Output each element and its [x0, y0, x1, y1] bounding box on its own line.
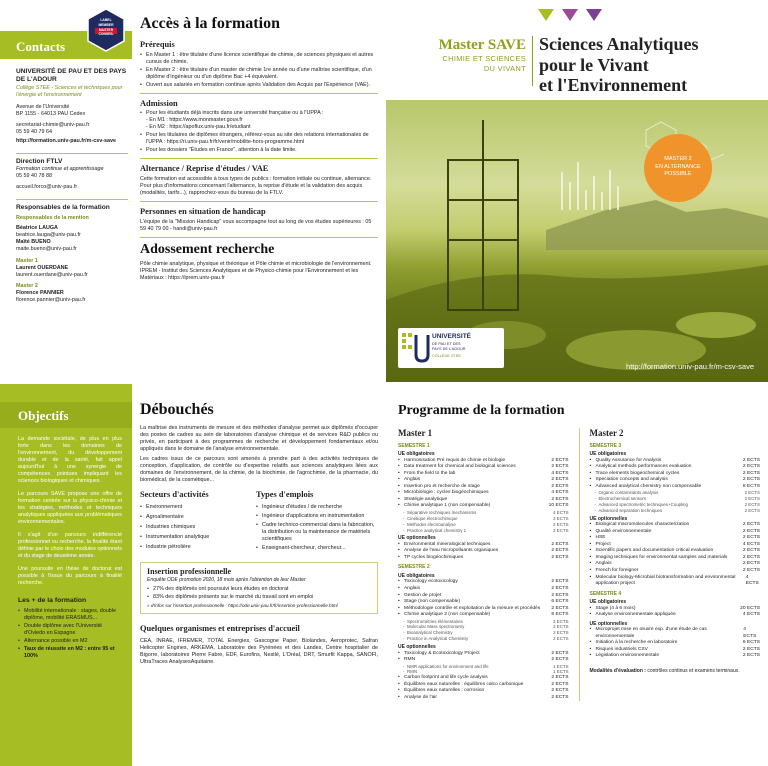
course-ects: 2 ECTS [551, 579, 569, 585]
organismes-title: Quelques organismes et entreprises d'accueil [140, 623, 300, 633]
plus-item: • Mobilité internationale : stages, double diplôme, mobilité ERASMUS... [18, 608, 122, 622]
course-name: • Quality Assurance for Analysis [589, 458, 661, 465]
person-name: Laurent OUERDANE [16, 264, 69, 271]
course-ects: 2 ECTS [742, 554, 760, 560]
cover-url[interactable]: http://formation.univ-pau.fr/m-csv-save [626, 362, 754, 371]
badge-text: LABEL MEMBER MASTER CONSEIL [98, 18, 114, 37]
plus-title: Les + de la formation [18, 597, 87, 605]
course-ects: 2 ECTS [742, 522, 760, 528]
course-row [589, 627, 760, 640]
contacts-phone: 05 59 40 79 64 [16, 128, 52, 135]
course-name: - Cinétique électrochimique [398, 516, 458, 522]
master2-label: Master 2 [16, 282, 38, 289]
course-name: • Trace elements biogeochemical cycles [589, 471, 679, 478]
plus-item: • Taux de réussite en M2 : entre 95 et 100% [18, 646, 122, 660]
person-email[interactable]: laurent.ouerdane@univ-pau.fr [16, 271, 88, 278]
secteur-item: • Environnement [140, 504, 250, 511]
alternance-badge [644, 134, 712, 202]
ftlv-phone: 05 59 40 78 88 [16, 173, 52, 180]
course-ects: 8 ECTS [551, 612, 569, 618]
course-name: • Scientific papers and documentation critical evaluation [589, 548, 713, 555]
triangle-icons [536, 8, 610, 25]
organismes-text: CEA, INRAE, IFREMER, TOTAL Energies, Gascogne Paper, Biolandes, Aeroprotec, Safran Helicopter Engines, ARKEMA, Laboratoire des Pyrénées et des Landes, Centre hospitalier de Bigorre, laboratoires Pierre Fabre, EDF, Eurofins, Nestlé, L'Oréal, DRT, Smurfit Kappa, SANOFI, UltraTraces AnalysesAquitaine. [140, 637, 378, 665]
debouches-title: Débouchés [140, 401, 214, 418]
objectifs-p2: Le parcours SAVE propose une offre de formation centrée sur la physico-chimie et les stratégies, méthodes et techniques analytiques appliquées aux problématiques environnementales. [18, 491, 122, 526]
acces-panel [140, 14, 378, 380]
course-name: - Advanced spectrometric techniques+Coupling [589, 502, 687, 508]
prerequis-item: • En Master 2 : être titulaire d'un master de chimie 1re année ou d'une maîtrise scientifique, d'un diplôme d'ingénieur ou d'un diplôme Bac +4 équivalent. [140, 67, 378, 81]
course-ects: 2 ECTS [553, 521, 569, 527]
prerequis-title: Prérequis [140, 39, 175, 49]
objectifs-p1: La demande sociétale, de plus en plus forte dans les domaines de l'environnement, du développement durable et de la santé, fait appel aujourd'hui à une synergie de compétences pointues impliquant les sciences biologiques et chimiques. [18, 436, 122, 485]
course-name: • Analytical methods performances evaluation [589, 464, 691, 471]
acces-title: Accès à la formation [140, 15, 280, 32]
responsables-mention: Responsables de la mention [16, 215, 89, 222]
course-name: • French for foreigner [589, 568, 638, 575]
course-ects: 2 ECTS [551, 605, 569, 611]
course-name: • RMN [398, 657, 415, 664]
contacts-university: UNIVERSITÉ DE PAU ET DES PAYS DE L'ADOUR [16, 68, 127, 84]
contacts-title: Contacts [16, 39, 66, 54]
cover-panel [386, 0, 768, 382]
course-ects: 2 ECTS [551, 548, 569, 554]
course-ects: 2 ECTS [742, 535, 760, 541]
plus-item: • Alternance possible en M2 [18, 638, 122, 645]
evaluation-detail: contrôles continus et examens terminaux. [647, 667, 740, 674]
course-ects: 2 ECTS [742, 653, 760, 659]
label-badge [86, 8, 126, 52]
university-logo [398, 328, 504, 368]
course-ects: 2 ECTS [553, 630, 569, 636]
course-row [398, 695, 569, 702]
admission-title: Admission [140, 98, 178, 108]
course-row [589, 612, 760, 619]
course-ects: 8 ECTS [742, 483, 760, 489]
course-name: - Spectrométries élémentaires [398, 619, 463, 625]
alternance-title: Alternance / Reprise d'études / VAE [140, 163, 269, 173]
person-email[interactable]: beatrice.lauga@univ-pau.fr [16, 232, 81, 239]
course-name: • Environmental mineralogical techniques [398, 542, 490, 549]
insertion-item: • 27% des diplômés ont poursuivi leurs études en doctorat [147, 586, 371, 593]
adossement-title: Adossement recherche [140, 241, 275, 257]
course-ects: 2 ECTS [551, 650, 569, 656]
person-email[interactable]: florence.pannier@univ-pau.fr [16, 296, 86, 303]
course-ects: 2 ECTS [551, 675, 569, 681]
logo-text-2: DE PAU ET DES [432, 342, 461, 346]
course-name: • HSE [589, 535, 605, 542]
course-name: - Advanced separation techniques [589, 508, 662, 514]
course-name: • Anglais [398, 477, 420, 484]
course-name: • Anglais [589, 561, 611, 568]
course-name: • Méthodologie contrôle et exploitation de la mesure et procédés [398, 606, 540, 613]
semestre4-label: SEMESTRE 4 [589, 590, 622, 597]
person-email[interactable]: maite.bueno@univ-pau.fr [16, 246, 77, 253]
course-name: • Équilibres eaux naturelles : équilibres calco carbonique [398, 682, 523, 689]
debouches-p2: Les cadres issus de ce parcours sont amenés à prendre part à des activités techniques de conception, d'application, de contrôle ou d'expertise relatifs aux sciences analytiques liées aux domaines de l'environnement, de la chimie, de la biochimie, de l'agrochimie, de la pharmacie, du biomédical, de la cosmétique... [140, 455, 378, 483]
course-name: • Microbiologie : cycles biogéochimiques [398, 490, 489, 497]
cover-subtitle-1: CHIMIE ET SCIENCES [442, 54, 526, 63]
course-name: - Séparative techniques mechanisms [398, 510, 476, 516]
course-name: • Carbon footprint and life cycle analysis [398, 675, 488, 682]
course-ects: 2 ECTS [553, 624, 569, 630]
ue-obligatoires-label: UE obligatoires [398, 572, 435, 579]
course-ects: 4 ECTS [553, 510, 569, 515]
course-ects: 2 ECTS [551, 464, 569, 470]
ue-optionnelles-label: UE optionnelles [398, 535, 436, 542]
evaluation-text [589, 668, 760, 675]
semestre1-label: SEMESTRE 1 [398, 442, 430, 449]
course-name: - Organic contaminants analysis [589, 490, 658, 496]
objectifs-panel [0, 384, 132, 766]
course-ects: 4 ECTS [743, 627, 757, 639]
course-ects: 2 ECTS [742, 477, 760, 483]
course-ects: 2 ECTS [551, 541, 569, 547]
emploi-item: • Ingénieur d'études / de recherche [256, 504, 378, 511]
course-subitem [398, 636, 569, 642]
admission-link-m2[interactable]: - En M2 : https://apoflux.univ-pau.fr/etudiant [146, 123, 251, 130]
master1-title: Master 1 [398, 428, 433, 439]
course-name: • Insertion pro et recherche de stage [398, 484, 480, 491]
ue-optionnelles-label: UE optionnelles [589, 620, 628, 627]
course-name: - Bioanalytical Chemistry [398, 630, 453, 636]
course-ects: 4 ECTS [551, 470, 569, 476]
logo-text-1: UNIVERSITÉ [432, 333, 472, 340]
course-name: • Chimie analytique 1 (non compensable) [398, 503, 490, 510]
course-name: • Qualité environnementale [589, 529, 651, 536]
contacts-address-1: Avenue de l'Université [16, 103, 70, 110]
course-row [589, 575, 760, 588]
logo-text-4: COLLÈGE STEE [432, 354, 461, 358]
master2-column [589, 428, 760, 701]
insertion-title: Insertion professionnelle [147, 566, 232, 576]
cover-master-title: Master SAVE [438, 37, 526, 53]
course-name: • Législation environnementale [589, 653, 659, 660]
contacts-email[interactable]: secretariat-chimie@univ-pau.fr [16, 121, 90, 128]
course-name: • Stratégie analytique [398, 497, 447, 504]
alternance-text: Cette formation est accessible à tous types de publics : formation initiale ou continue, alternance. Pour plus d'informations concernant l'alternance, la reprise d'étude et la validation des acquis (modalités, tarifs...), rapprochez-vous du bureau de la FTLV. [140, 175, 372, 196]
course-name: • Analyse de l'eau micropolluants organiques [398, 548, 498, 555]
course-name: • Advanced analytical chemistry non compensable [589, 484, 701, 491]
programme-title: Programme de la formation [398, 403, 565, 418]
insertion-item: • 83% des diplômés présents sur le marché du travail sont en emploi [147, 594, 371, 601]
ue-obligatoires-label: UE obligatoires [589, 599, 627, 606]
course-ects: 4 ECTS [551, 490, 569, 496]
debouches-panel [140, 400, 378, 766]
insertion-subtitle: Enquête ODE promotion 2020, 18 mois après l'obtention de leur Master [147, 577, 306, 584]
course-name: • Analyse de l'air [398, 695, 437, 702]
logo-text-3: PAYS DE L'ADOUR [432, 347, 466, 351]
course-name: • Équilibres eaux naturelles : corrosion [398, 688, 484, 695]
handicap-text: L'équipe de la "Mission Handicap" vous accompagne tout au long de vos études supérieures : 05 59 40 79 00 - handi@univ-pau.fr [140, 218, 372, 232]
ftlv-email[interactable]: accueil.forco@univ-pau.fr [16, 184, 78, 191]
course-ects: 2 ECTS [551, 477, 569, 483]
insertion-link[interactable]: » d'infos sur l'insertion professionnelle : https://ode.univ-pau.fr/fr/insertion-professionnelle.html [147, 602, 338, 608]
course-name: • Gestion de projet [398, 593, 441, 600]
course-ects: 1 ECTS [553, 669, 569, 675]
ue-optionnelles-label: UE optionnelles [589, 515, 628, 522]
course-ects: 2 ECTS [551, 496, 569, 502]
ue-obligatoires-label: UE obligatoires [589, 451, 627, 458]
course-ects: 2 ECTS [744, 490, 760, 496]
person-name: Béatrice LAUGA [16, 225, 58, 232]
course-ects: 2 ECTS [551, 681, 569, 687]
evaluation-label: Modalités d'évaluation : [589, 667, 646, 674]
cover-title-line1: Sciences Analytiques [539, 34, 699, 54]
secteur-item: • Industries chimiques [140, 524, 250, 531]
admission-item: • Pour les étudiants déjà inscrits dans une université française ou à l'UPPA : - En M1 : https://www.monmaster.gouv.fr - En M2 : https://apoflux.univ-pau.fr/etudiant [140, 110, 378, 131]
course-ects: 2 ECTS [553, 527, 569, 533]
course-name: • Speciation concepts and analysis [589, 477, 667, 484]
course-ects: 2 ECTS [744, 502, 760, 508]
emplois-title: Types d'emplois [256, 489, 314, 499]
course-row [398, 555, 569, 562]
admission-link-m1[interactable]: - En M1 : https://www.monmaster.gouv.fr [146, 116, 243, 123]
ue-obligatoires-label: UE obligatoires [398, 451, 435, 458]
course-row [589, 653, 760, 660]
debouches-p1: La maîtrise des instruments de mesure et des méthodes d'analyse permet aux diplômés d'occuper des postes de cadres au sein de laboratoires d'analyse chimique et de services R&D publics ou privés, en participant à des programmes de recherche et développement fondamentaux et/ou appliqués dans le domaine de l'analyse environnementale. [140, 424, 378, 452]
secteurs-title: Secteurs d'activités [140, 489, 209, 499]
admission-item: • Pour les titulaires de diplômes étrangers, référez-vous au site des relations internationales de l'UPPA : https://ri.univ-pau.fr/fr/venir/mobilite-hors-programme.html [140, 132, 378, 146]
course-name: • Risques industriels CSV [589, 647, 647, 654]
course-ects: 2 ECTS [551, 694, 569, 700]
cover-title-line3: et l'Environnement [539, 75, 688, 96]
adossement-text: Pôle chimie analytique, physique et théorique et Pôle chimie et microbiologie de l'environnement. IPREM - Institut des Sciences Analytiques et de Physico-chimie pour l'Environnement et les Matériaux : https://iprem.univ-pau.fr [140, 260, 372, 281]
course-name: • Chimie analytique 2 (non compensable) [398, 612, 490, 619]
course-ects: 2 ECTS [742, 568, 760, 573]
course-name: • Anglais [398, 586, 420, 593]
emploi-item: • Ingénieur d'applications en instrumentation [256, 513, 378, 520]
course-ects: 2 ECTS [551, 688, 569, 694]
person-name: Florence PANNIER [16, 289, 64, 296]
secteur-item: • Instrumentation analytique [140, 534, 250, 541]
contacts-college: Collège STEE - Sciences et techniques pour l'énergie et l'environnement [16, 85, 123, 99]
course-name: - Electrochemical sensors [589, 496, 646, 502]
objectifs-title: Objectifs [18, 408, 69, 423]
course-ects: 2 ECTS [742, 464, 760, 470]
objectifs-p4: Une poursuite en thèse de doctorat est possible à l'issue du parcours à finalité recherche. [18, 566, 122, 587]
course-ects: 2 ECTS [742, 470, 760, 476]
course-ects: 6 ECTS [742, 640, 760, 646]
contacts-url[interactable]: http://formation.univ-pau.fr/m-csv-save [16, 137, 117, 144]
course-name: • Harmonisation Pré requis de chimie et biologie [398, 458, 505, 465]
course-name: • Analyse environnementale appliquée [589, 612, 675, 619]
course-ects: 2 ECTS [551, 586, 569, 591]
course-name: • Toxicology & Ecotoxicology Project [398, 651, 480, 658]
course-subitem [589, 508, 760, 514]
course-name: • From the field to the lab [398, 471, 455, 478]
ftlv-subtitle: Formation continue et apprentissage [16, 166, 104, 173]
course-ects: 2 ECTS [742, 457, 760, 463]
course-ects: 2 ECTS [553, 636, 569, 642]
course-name: • Toxicology ecotoxicology [398, 579, 458, 586]
course-name: • Imaging techniques for environmental samples and materials [589, 555, 727, 562]
emploi-item: • Cadre technico-commercial dans la fabrication, la distribution ou la maintenance de matériels scientifiques [256, 522, 378, 543]
course-ects: 2 ECTS [551, 657, 569, 663]
course-ects: 2 ECTS [551, 457, 569, 463]
master1-label: Master 1 [16, 257, 38, 264]
admission-item: • Pour les dossiers "Études en France", attention à la date limite. [140, 147, 378, 154]
course-name: • Initiation à la recherche en laboratoire [589, 640, 677, 647]
course-ects: 2 ECTS [742, 646, 760, 652]
course-name: • Microprojet mise en œuvre exp. d'une étude de cas environnementale [589, 627, 743, 640]
course-name: - Molecular Mass spectrometry [398, 624, 464, 630]
cover-divider [532, 36, 533, 86]
prerequis-item: • Ouvert aux salariés en formation continue après Validation des Acquis par l'Expérience (VAE). [140, 82, 378, 89]
master2-title: Master 2 [589, 428, 624, 439]
programme-panel [398, 402, 760, 764]
course-ects: 2 ECTS [553, 515, 569, 521]
alternance-badge-line1: MASTER 2 [664, 156, 692, 162]
course-name: • Stage (4 à 6 mois) [589, 606, 635, 613]
cover-subtitle-2: DU VIVANT [483, 64, 526, 73]
course-ects: 2 ECTS [553, 618, 569, 624]
course-ects: 2 ECTS [742, 548, 760, 554]
objectifs-p3: Il s'agit d'un parcours indifférencié professionnel ou recherche, la finalité étant définie par le choix des modules optionnels et du stage de deuxième année. [18, 532, 122, 560]
plus-item: • Double diplôme avec l'Université d'Oviedo en Espagne [18, 623, 122, 637]
semestre3-label: SEMESTRE 3 [589, 442, 622, 449]
alternance-badge-line2: EN ALTERNANCE [655, 163, 701, 170]
course-subitem [398, 528, 569, 534]
secteur-item: • Agroalimentaire [140, 514, 250, 521]
ftlv-title: Direction FTLV [16, 157, 63, 165]
course-name: - Practice analytical chemistry 1 [398, 528, 466, 534]
insertion-box [140, 562, 378, 614]
course-ects: 2 ECTS [744, 508, 760, 514]
course-name: • Data treatment for chemical and biological sciences [398, 464, 516, 471]
course-ects: 2 ECTS [744, 496, 760, 502]
course-ects: 4 ECTS [742, 541, 760, 547]
course-name: - Practice in Analytical Chemistry [398, 636, 468, 642]
course-name: • Molecular biology-Microbial biotransformation and environmental application project [589, 575, 745, 588]
responsables-title: Responsables de la formation [16, 204, 110, 212]
secteur-item: • Industrie pétrolière [140, 544, 250, 551]
emploi-item: • Enseignant-chercheur, chercheur... [256, 545, 378, 552]
course-ects: 2 ECTS [551, 554, 569, 560]
prerequis-item: • En Master 1 : être titulaire d'une licence scientifique de chimie, de sciences physiques et autres cursus de chimie. [140, 52, 378, 66]
course-name: • Project [589, 542, 610, 549]
course-name: • Stage (non compensable) [398, 599, 460, 606]
contacts-address-2: BP 1155 - 64013 PAU Cedex [16, 110, 86, 117]
course-ects: 4 ECTS [742, 612, 760, 618]
course-ects: 2 ECTS [742, 528, 760, 534]
course-ects: 2 ECTS [742, 561, 760, 567]
cover-title-line2: pour le Vivant [539, 54, 649, 75]
course-ects: 10 ECTS [548, 503, 569, 509]
alternance-badge-line3: POSSIBLE [664, 171, 692, 178]
handicap-title: Personnes en situation de handicap [140, 206, 266, 216]
course-ects: 2 ECTS [551, 483, 569, 489]
course-ects: 4 ECTS [745, 574, 759, 587]
course-name: • TP cycles biogéochimiques [398, 555, 463, 562]
course-name: - NMR applications for environment and life [398, 664, 489, 670]
course-ects: 20 ECTS [740, 605, 760, 611]
course-ects: 1 ECTS [553, 663, 569, 669]
contacts-panel [0, 0, 132, 382]
course-name: - RMN [398, 669, 417, 675]
semestre2-label: SEMESTRE 2 [398, 564, 430, 571]
course-name: - Méthodes électroanalyse [398, 522, 456, 528]
course-name: • Biological macromolecules characterization [589, 522, 689, 529]
person-name: Maïté BUENO [16, 239, 51, 246]
course-ects: 6 ECTS [551, 599, 569, 605]
course-ects: 2 ECTS [551, 592, 569, 598]
master1-column [398, 428, 569, 701]
ue-optionnelles-label: UE optionnelles [398, 644, 436, 651]
